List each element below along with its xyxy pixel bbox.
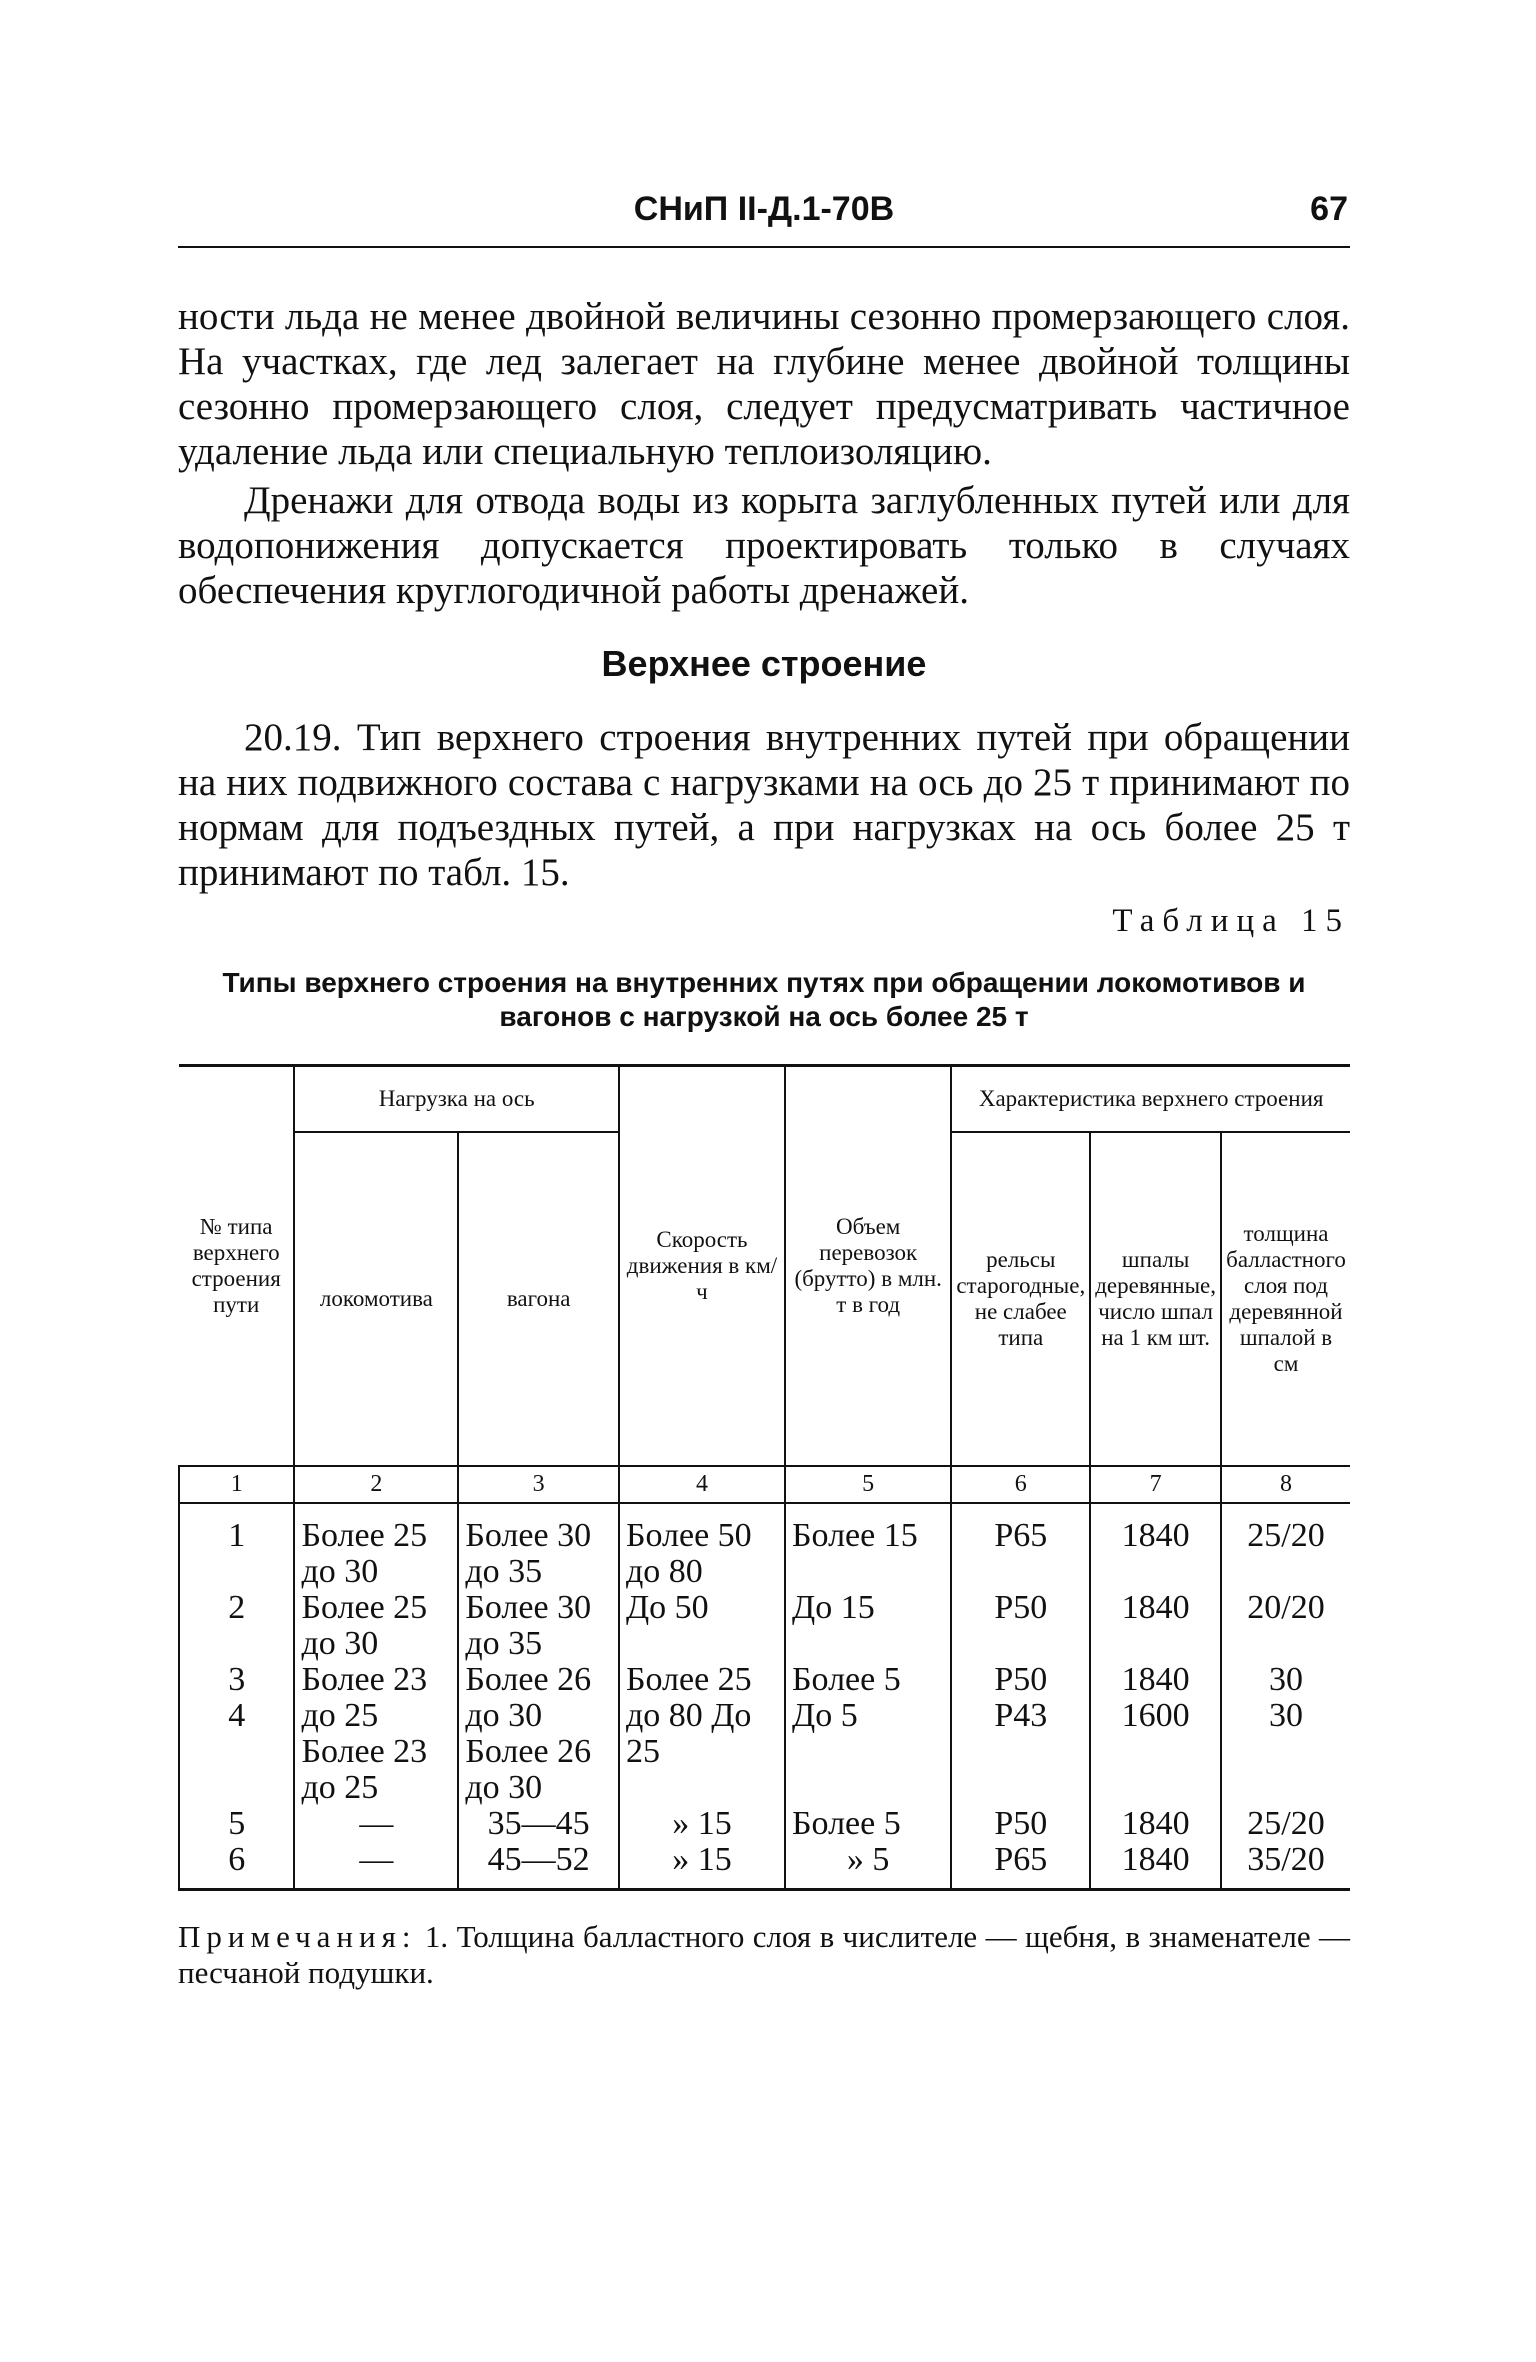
table-label: Таблица 15 xyxy=(1112,903,1350,939)
cell-rail: Р50 Р43 xyxy=(951,1662,1090,1806)
table-row xyxy=(179,1842,1350,1890)
cell-rail: Р65 xyxy=(951,1842,1090,1890)
cell-speed: Более 25 до 80 До 25 xyxy=(619,1662,785,1806)
cell-sleepers: 1840 xyxy=(1090,1590,1221,1662)
header-rails: рельсы старогодные, не слабее типа xyxy=(951,1132,1090,1466)
header-volume: Объем перевозок (брутто) в млн. т в год xyxy=(785,1066,951,1467)
cell-sleepers: 1840 xyxy=(1090,1842,1221,1890)
cell-sleepers: 1840 1600 xyxy=(1090,1662,1221,1806)
paragraph-ice: ности льда не менее двойной величины сезонно промерзающего слоя. На участках, где лед залегает на глубине менее двойной толщины сезонно промерзающего слоя, следует предусматривать частичное удаление льда или специальную теплоизоляцию. xyxy=(178,295,1350,473)
cell-rail: Р50 xyxy=(951,1806,1090,1842)
table-row xyxy=(179,1503,1350,1590)
cell-locomotive-load: — xyxy=(294,1806,458,1842)
cell-volume: Более 15 xyxy=(785,1503,951,1590)
cell-volume: До 15 xyxy=(785,1590,951,1662)
table-row xyxy=(179,1806,1350,1842)
cell-volume: » 5 xyxy=(785,1842,951,1890)
cell-ballast: 25/20 xyxy=(1221,1806,1350,1842)
cell-rail: Р65 xyxy=(951,1503,1090,1590)
cell-wagon-load: 45—52 xyxy=(458,1842,619,1890)
cell-ballast: 30 30 xyxy=(1221,1662,1350,1806)
column-number: 5 xyxy=(785,1466,951,1503)
cell-ballast: 20/20 xyxy=(1221,1590,1350,1662)
cell-rail: Р50 xyxy=(951,1590,1090,1662)
cell-locomotive-load: — xyxy=(294,1842,458,1890)
cell-ballast: 35/20 xyxy=(1221,1842,1350,1890)
header-speed: Скорость движения в км/ч xyxy=(619,1066,785,1467)
column-number: 4 xyxy=(619,1466,785,1503)
header-characteristics: Характеристика верхнего строения xyxy=(951,1066,1350,1133)
notes xyxy=(178,1919,1350,1991)
column-number: 1 xyxy=(179,1466,294,1503)
notes-label: Примечания: xyxy=(178,1919,417,1954)
header-axle-load: Нагрузка на ось xyxy=(294,1066,619,1133)
cell-volume: Более 5 До 5 xyxy=(785,1662,951,1806)
cell-volume: Более 5 xyxy=(785,1806,951,1842)
document-code: СНиП II-Д.1-70В xyxy=(633,190,895,228)
cell-type: 2 xyxy=(179,1590,294,1662)
column-number: 7 xyxy=(1090,1466,1221,1503)
column-number: 8 xyxy=(1221,1466,1350,1503)
page-number: 67 xyxy=(1310,190,1348,228)
header-locomotive: локомотива xyxy=(294,1132,458,1466)
cell-wagon-load: Более 30 до 35 xyxy=(458,1503,619,1590)
cell-locomotive-load: Более 25 до 30 xyxy=(294,1503,458,1590)
running-head xyxy=(178,190,1350,248)
cell-speed: » 15 xyxy=(619,1842,785,1890)
cell-wagon-load: 35—45 xyxy=(458,1806,619,1842)
cell-type: 1 xyxy=(179,1503,294,1590)
cell-speed: До 50 xyxy=(619,1590,785,1662)
cell-wagon-load: Более 26 до 30 Более 26 до 30 xyxy=(458,1662,619,1806)
cell-sleepers: 1840 xyxy=(1090,1806,1221,1842)
cell-locomotive-load: Более 23 до 25 Более 23 до 25 xyxy=(294,1662,458,1806)
column-number: 6 xyxy=(951,1466,1090,1503)
cell-wagon-load: Более 30 до 35 xyxy=(458,1590,619,1662)
cell-sleepers: 1840 xyxy=(1090,1503,1221,1590)
cell-ballast: 25/20 xyxy=(1221,1503,1350,1590)
page xyxy=(178,190,1350,1991)
notes-text: 1. Толщина балластного слоя в числителе — щебня, в знаменателе — песчаной подушки. xyxy=(178,1919,1350,1990)
column-number: 3 xyxy=(458,1466,619,1503)
table-title: Типы верхнего строения на внутренних путях при обращении локомотивов и вагонов с нагрузкой на ось более 25 т xyxy=(222,967,1306,1032)
track-types-table xyxy=(178,1064,1350,1891)
section-heading: Верхнее строение xyxy=(601,643,927,684)
header-sleepers: шпалы деревянные, число шпал на 1 км шт. xyxy=(1090,1132,1221,1466)
table-row xyxy=(179,1590,1350,1662)
cell-type: 3 4 xyxy=(179,1662,294,1806)
header-type-no: № типа верхнего строения пути xyxy=(179,1066,294,1467)
header-wagon: вагона xyxy=(458,1132,619,1466)
column-number: 2 xyxy=(294,1466,458,1503)
cell-locomotive-load: Более 25 до 30 xyxy=(294,1590,458,1662)
cell-speed: Более 50 до 80 xyxy=(619,1503,785,1590)
table-row xyxy=(179,1662,1350,1806)
header-ballast: толщина балластного слоя под деревянной шпалой в см xyxy=(1221,1132,1350,1466)
cell-type: 5 xyxy=(179,1806,294,1842)
clause-20-19: 20.19. Тип верхнего строения внутренних путей при обращении на них подвижного состава с нагрузками на ось до 25 т принимают по нормам для подъездных путей, а при нагрузках на ось более 25 т принимают по табл. 15. xyxy=(178,716,1350,894)
paragraph-drainage: Дренажи для отвода воды из корыта заглубленных путей или для водопонижения допускается проектировать только в случаях обеспечения круглогодичной работы дренажей. xyxy=(178,479,1350,612)
cell-speed: » 15 xyxy=(619,1806,785,1842)
cell-type: 6 xyxy=(179,1842,294,1890)
